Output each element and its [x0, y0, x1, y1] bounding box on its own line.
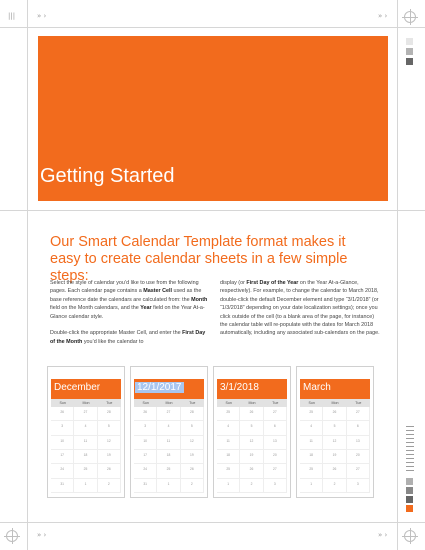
date-cell: 26 [323, 464, 346, 478]
date-cell: 13 [264, 436, 287, 450]
date-cell: 1 [157, 479, 180, 493]
weekday-header [51, 399, 121, 407]
date-cell: 19 [323, 450, 346, 464]
page-title: Getting Started [40, 165, 175, 187]
scale-tick [406, 438, 414, 439]
date-cell: 4 [157, 421, 180, 435]
date-cell: 18 [217, 450, 240, 464]
date-cell: 11 [217, 436, 240, 450]
scale-tick [406, 466, 414, 467]
date-cell: 12 [323, 436, 346, 450]
bars-icon: ||| [8, 12, 16, 20]
crop-line-mid [0, 210, 425, 211]
date-cell: 12 [240, 436, 263, 450]
date-cell: 12 [98, 436, 121, 450]
scale-tick [406, 446, 414, 447]
registration-mark-icon [404, 530, 416, 542]
calendar-page-thumbnail[interactable] [47, 366, 125, 498]
color-swatch [406, 505, 413, 512]
master-cell-month[interactable]: 3/1/2018 [220, 382, 259, 393]
paragraph [50, 329, 210, 346]
date-cell: 11 [157, 436, 180, 450]
date-cell: 28 [98, 407, 121, 421]
date-cell: 2 [98, 479, 121, 493]
weekday-label: Mon [165, 401, 173, 405]
date-grid [300, 407, 370, 493]
scale-tick [406, 434, 414, 435]
date-cell: 17 [134, 450, 157, 464]
bold-term: First Day of the Year [246, 280, 299, 286]
master-cell-month[interactable]: 12/1/2017 [137, 382, 182, 393]
date-cell: 27 [264, 464, 287, 478]
crop-line-bottom [0, 522, 425, 523]
weekday-label: Sun [59, 401, 66, 405]
text-column-right [220, 279, 380, 346]
date-cell: 6 [347, 421, 370, 435]
date-cell: 26 [181, 464, 204, 478]
weekday-label: Sun [142, 401, 149, 405]
paragraph [220, 279, 380, 338]
date-cell: 3 [264, 479, 287, 493]
date-cell: 19 [98, 450, 121, 464]
date-cell: 27 [74, 407, 97, 421]
date-cell: 19 [240, 450, 263, 464]
date-cell: 4 [74, 421, 97, 435]
date-cell: 18 [157, 450, 180, 464]
date-cell: 25 [217, 464, 240, 478]
text-run: field on the Month calendars, and the [50, 305, 141, 312]
color-swatch [406, 487, 413, 494]
master-cell-month[interactable]: March [303, 382, 331, 393]
date-cell: 26 [240, 407, 263, 421]
date-cell: 31 [51, 479, 74, 493]
weekday-label: Tue [272, 401, 279, 405]
bold-term: Master Cell [143, 288, 172, 295]
date-cell: 28 [181, 407, 204, 421]
color-swatch [406, 496, 413, 503]
date-cell: 24 [51, 464, 74, 478]
date-cell: 10 [134, 436, 157, 450]
date-cell: 20 [347, 450, 370, 464]
color-swatch [406, 478, 413, 485]
date-cell: 2 [323, 479, 346, 493]
text-run: on the Year At-a-Glance, respectively). For example, to change the calendar to March 2018, double-click the default December element and type “3/1/2018” (or “1/3/2018” depending on your date localization settings); once you click outside of the cell (to a blank area of the page, for instance) the calendar table will re-populate with the dates for March 2018 automatically, including any associated sub-calendars on the page. [220, 280, 380, 337]
bold-term: First Day of the Month [50, 330, 206, 345]
bold-term: Month [191, 296, 208, 303]
date-cell: 26 [323, 407, 346, 421]
chevron-mark-tr: » › [378, 12, 388, 20]
date-cell: 6 [264, 421, 287, 435]
date-cell: 25 [217, 407, 240, 421]
weekday-header [217, 399, 287, 407]
scale-tick [406, 462, 414, 463]
date-cell: 17 [51, 450, 74, 464]
weekday-label: Mon [248, 401, 256, 405]
date-cell: 5 [323, 421, 346, 435]
crop-line-left [27, 0, 28, 550]
scale-tick [406, 442, 414, 443]
date-grid [134, 407, 204, 493]
crop-line-right [397, 0, 398, 550]
calendar-page-thumbnail[interactable] [130, 366, 208, 498]
date-cell: 25 [300, 407, 323, 421]
scale-tick [406, 426, 414, 427]
date-cell: 26 [134, 407, 157, 421]
date-cell: 26 [51, 407, 74, 421]
weekday-label: Mon [331, 401, 339, 405]
date-cell: 2 [181, 479, 204, 493]
calendar-page-thumbnail[interactable] [213, 366, 291, 498]
weekday-label: Tue [355, 401, 362, 405]
weekday-label: Tue [189, 401, 196, 405]
scale-tick [406, 450, 414, 451]
text-run: Double-click the appropriate Master Cell, and enter the [50, 330, 183, 337]
date-cell: 13 [347, 436, 370, 450]
master-cell-month[interactable]: December [54, 382, 101, 393]
date-grid [217, 407, 287, 493]
date-cell: 5 [181, 421, 204, 435]
chevron-mark-bl: » › [37, 531, 47, 539]
date-cell: 11 [300, 436, 323, 450]
date-cell: 1 [300, 479, 323, 493]
date-cell: 19 [181, 450, 204, 464]
date-cell: 5 [98, 421, 121, 435]
date-cell: 25 [300, 464, 323, 478]
text-run: field on the Year At-a-Glance calendar style. [50, 305, 205, 320]
scale-tick [406, 430, 414, 431]
date-cell: 1 [74, 479, 97, 493]
color-swatch [406, 48, 413, 55]
weekday-header [134, 399, 204, 407]
registration-mark-icon [6, 530, 18, 542]
text-run: Select the style of calendar you’d like to use from the following pages. Each calendar page contains a [50, 280, 199, 295]
text-run: display (or [220, 280, 247, 286]
date-cell: 27 [347, 464, 370, 478]
text-run: used as the base reference date the calendars are calculated from: the [50, 288, 202, 303]
weekday-header [300, 399, 370, 407]
date-cell: 10 [51, 436, 74, 450]
date-cell: 20 [264, 450, 287, 464]
date-cell: 5 [240, 421, 263, 435]
date-cell: 25 [74, 464, 97, 478]
weekday-label: Tue [106, 401, 113, 405]
date-cell: 11 [74, 436, 97, 450]
weekday-label: Sun [308, 401, 315, 405]
text-column-left [50, 279, 210, 355]
date-cell: 3 [347, 479, 370, 493]
date-cell: 27 [157, 407, 180, 421]
registration-mark-icon [404, 11, 416, 23]
bold-term: Year [140, 305, 152, 312]
date-cell: 2 [240, 479, 263, 493]
date-cell: 4 [300, 421, 323, 435]
scale-tick [406, 458, 414, 459]
chevron-mark-br: » › [378, 531, 388, 539]
paragraph [50, 279, 210, 321]
sub-heading: Our Smart Calendar Template format makes it easy to create calendar sheets in a few simple steps: [50, 234, 348, 284]
date-cell: 3 [134, 421, 157, 435]
date-cell: 25 [157, 464, 180, 478]
calendar-page-thumbnail[interactable] [296, 366, 374, 498]
date-cell: 4 [217, 421, 240, 435]
date-cell: 24 [134, 464, 157, 478]
text-run: you’d like the calendar to [82, 338, 144, 345]
date-cell: 27 [264, 407, 287, 421]
date-cell: 18 [300, 450, 323, 464]
crop-line-top [0, 27, 425, 28]
scale-tick [406, 470, 414, 471]
color-swatch [406, 38, 413, 45]
weekday-label: Mon [82, 401, 90, 405]
date-cell: 1 [217, 479, 240, 493]
chevron-mark-tl: » › [37, 12, 47, 20]
date-cell: 26 [240, 464, 263, 478]
date-cell: 26 [98, 464, 121, 478]
date-cell: 3 [51, 421, 74, 435]
scale-tick [406, 454, 414, 455]
date-cell: 27 [347, 407, 370, 421]
date-cell: 12 [181, 436, 204, 450]
color-swatch [406, 58, 413, 65]
weekday-label: Sun [225, 401, 232, 405]
date-cell: 31 [134, 479, 157, 493]
date-cell: 18 [74, 450, 97, 464]
date-grid [51, 407, 121, 493]
